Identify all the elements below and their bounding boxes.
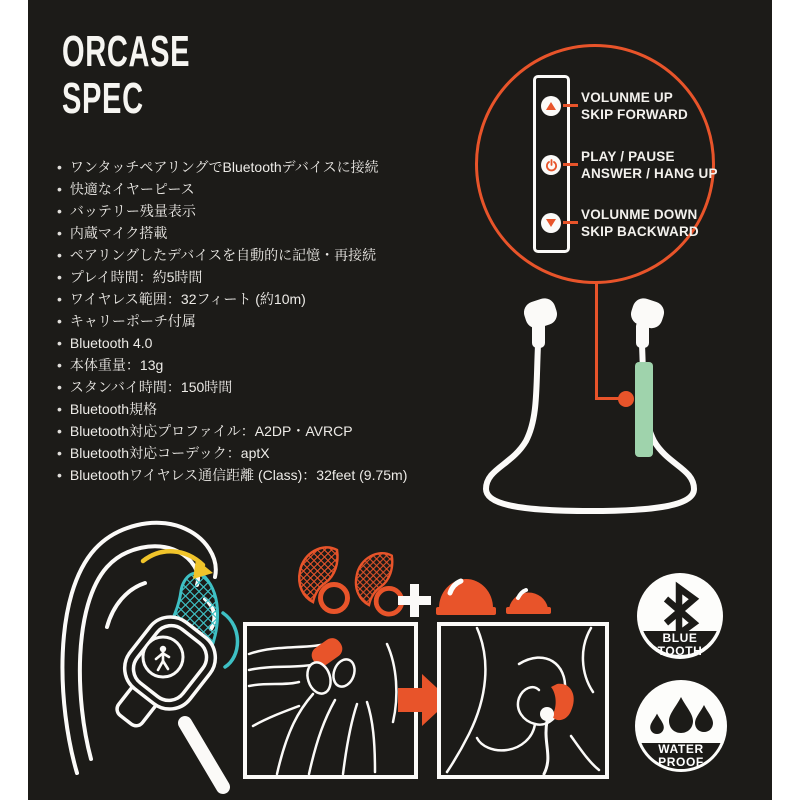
play-pause-label: PLAY / PAUSE ANSWER / HANG UP — [581, 149, 718, 181]
feature-item: • 快適なイヤーピース — [57, 182, 497, 197]
left-earbud — [521, 295, 560, 348]
rotate-arrow-icon — [143, 551, 213, 579]
volume-up-button — [541, 96, 561, 116]
feature-item: • プレイ時間：約5時間 — [57, 270, 497, 285]
pinch-tip-drawing — [247, 626, 414, 775]
waterproof-badge-label: WATER PROOF — [658, 742, 704, 769]
volume-down-label: VOLUNME DOWN SKIP BACKWARD — [581, 207, 699, 239]
feature-item: • キャリーポーチ付属 — [57, 314, 497, 329]
earbud-cable — [185, 723, 223, 787]
feature-item: • ペアリングしたデバイスを自動的に記憶・再接続 — [57, 248, 497, 263]
feature-item: • 本体重量：13g — [57, 358, 497, 373]
earphones-illustration — [470, 293, 710, 528]
fin-in-ear-orange — [551, 684, 574, 720]
teal-fin-edge — [223, 613, 238, 667]
ear-fin-orange — [356, 553, 402, 614]
callout-dash — [563, 104, 578, 107]
feature-item: • スタンバイ時間：150時間 — [57, 380, 497, 395]
bluetooth-badge-label: BLUE TOOTH — [657, 631, 703, 658]
page-title — [62, 28, 190, 122]
feature-item: • バッテリー残量表示 — [57, 204, 497, 219]
volume-down-button — [541, 213, 561, 233]
inline-remote — [635, 362, 653, 457]
volume-up-label: VOLUNME UP SKIP FORWARD — [581, 90, 688, 122]
feature-list — [57, 160, 497, 490]
feature-item: • ワンタッチペアリングでBluetoothデバイスに接続 — [57, 160, 497, 175]
earbud-dot — [540, 707, 554, 721]
feature-item: • Bluetooth 4.0 — [57, 336, 497, 351]
triangle-up-icon — [546, 102, 556, 110]
feature-item: • Bluetooth対応プロファイル：A2DP・AVRCP — [57, 424, 497, 439]
ear-tip-large — [436, 579, 496, 615]
ear-tip-small — [506, 590, 551, 614]
right-earbud — [628, 295, 667, 348]
earbud-cable-line — [544, 721, 548, 774]
callout-dash — [563, 221, 578, 224]
page-title-line1: ORCASE — [62, 27, 191, 76]
instruction-frame-wear — [437, 622, 609, 779]
feature-item: • Bluetoothワイヤレス通信距離 (Class)：32feet (9.75m) — [57, 468, 497, 483]
callout-dash — [563, 163, 578, 166]
triangle-down-icon — [546, 219, 556, 227]
ear-fin-orange — [299, 547, 347, 611]
bluetooth-badge — [636, 572, 724, 660]
ear-wear-drawing — [441, 626, 605, 775]
feature-item: • Bluetooth対応コーデック：aptX — [57, 446, 497, 461]
plus-icon — [398, 584, 431, 617]
page-title-line2: SPEC — [62, 74, 144, 123]
feature-item: • ワイヤレス範囲：32フィート (約10m) — [57, 292, 497, 307]
accessories-row — [293, 543, 563, 623]
feature-item: • 内蔵マイク搭載 — [57, 226, 497, 241]
waterproof-badge — [634, 679, 728, 773]
instruction-frame-pinch — [243, 622, 418, 779]
power-icon — [545, 159, 558, 172]
feature-item: • Bluetooth規格 — [57, 402, 497, 417]
earphone-cable — [486, 345, 694, 511]
play-pause-button — [541, 155, 561, 175]
